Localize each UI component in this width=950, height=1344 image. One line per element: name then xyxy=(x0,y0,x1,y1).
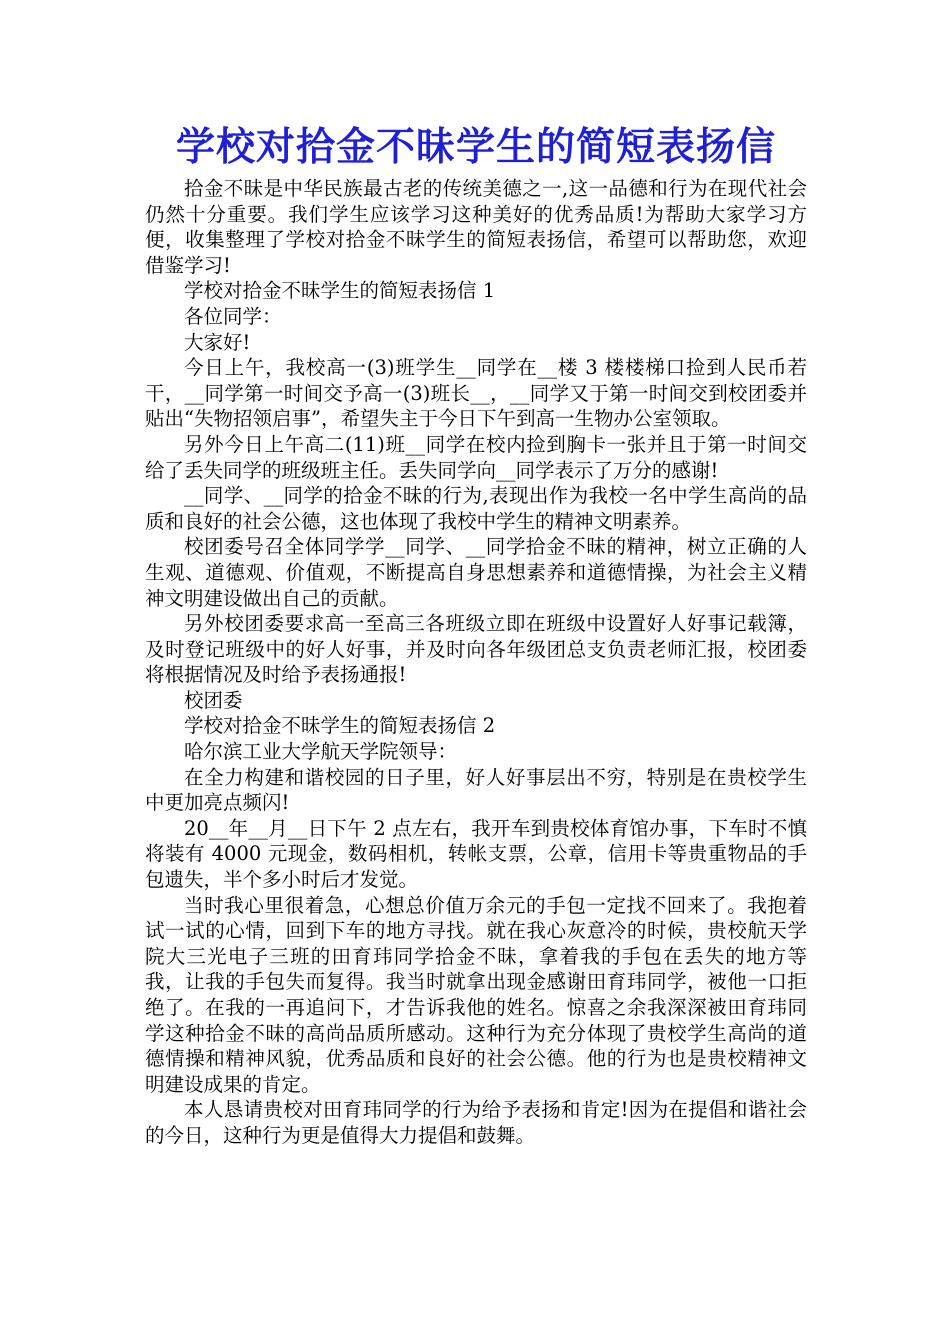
letter-1-signature: 校团委 xyxy=(184,688,243,712)
document-body xyxy=(145,176,807,1149)
letter-1-paragraph: __同学、__同学的拾金不昧的行为,表现出作为我校一名中学生高尚的品质和良好的社会公德，这也体现了我校中学生的精神文明素养。 xyxy=(145,484,807,533)
letter-1-greeting: 大家好! xyxy=(184,330,251,354)
letter-1-salutation: 各位同学： xyxy=(184,304,282,328)
letter-2-paragraph: 本人恳请贵校对田育玮同学的行为给予表扬和肯定!因为在提倡和谐社会的今日，这种行为更是值得大力提倡和鼓舞。 xyxy=(145,1098,807,1147)
letter-2-paragraph: 在全力构建和谐校园的日子里，好人好事层出不穷，特别是在贵校学生中更加亮点频闪! xyxy=(145,765,807,815)
letter-1-paragraph: 校团委号召全体同学学__同学、__同学拾金不昧的精神，树立正确的人生观、道德观、价值观，不断提高自身思想素养和道德情操，为社会主义精神文明建设做出自己的贡献。 xyxy=(145,535,807,610)
letter-2-salutation: 哈尔滨工业大学航天学院领导： xyxy=(184,740,458,764)
letter-2-paragraph: 当时我心里很着急，心想总价值万余元的手包一定找不回来了。我抱着试一试的心情，回到下车的地方寻找。就在我心灰意冷的时候，贵校航天学院大三光电子三班的田育玮同学拾金不昧，拿着我的手包在丢失的地方等我，让我的手包失而复得。我当时就拿出现金感谢田育玮同学，被他一口拒绝了。在我的一再追问下，才告诉我他的姓名。惊喜之余我深深被田育玮同学这种拾金不昧的高尚品质所感动。这种行为充分体现了贵校学生高尚的道德情操和精神风貌，优秀品质和良好的社会公德。他的行为也是贵校精神文明建设成果的肯定。 xyxy=(145,893,807,1096)
letter-1-paragraph: 另外今日上午高二(11)班__同学在校内捡到胸卡一张并且于第一时间交给了丢失同学的班级班主任。丢失同学向__同学表示了万分的感谢! xyxy=(145,432,807,482)
letter-2-heading: 学校对拾金不昧学生的简短表扬信 2 xyxy=(184,714,496,738)
document-title: 学校对拾金不昧学生的简短表扬信 xyxy=(175,124,776,170)
document-page xyxy=(145,118,807,1149)
letter-1-paragraph: 今日上午，我校高一(3)班学生__同学在__楼 3 楼楼梯口捡到人民币若干，__同学第一时间交予高一(3)班长__，__同学又于第一时间交到校团委并贴出“失物招领启事”，希望失主于今日下午到高一生物办公室领取。 xyxy=(145,356,807,431)
intro-paragraph: 拾金不昧是中华民族最古老的传统美德之一,这一品德和行为在现代社会仍然十分重要。我们学生应该学习这种美好的优秀品质!为帮助大家学习方便，收集整理了学校对拾金不昧学生的简短表扬信，希望可以帮助您，欢迎借鉴学习! xyxy=(145,177,807,277)
letter-1-paragraph: 另外校团委要求高一至高三各班级立即在班级中设置好人好事记载簿，及时登记班级中的好人好事，并及时向各年级团总支负责老师汇报，校团委将根据情况及时给予表扬通报! xyxy=(145,612,807,687)
letter-2-paragraph: 20__年__月__日下午 2 点左右，我开车到贵校体育馆办事，下车时不慎将装有 4000 元现金，数码相机，转帐支票，公章，信用卡等贵重物品的手包遗失，半个多小时后才发觉。 xyxy=(145,816,807,892)
letter-1-heading: 学校对拾金不昧学生的简短表扬信 1 xyxy=(184,279,496,303)
